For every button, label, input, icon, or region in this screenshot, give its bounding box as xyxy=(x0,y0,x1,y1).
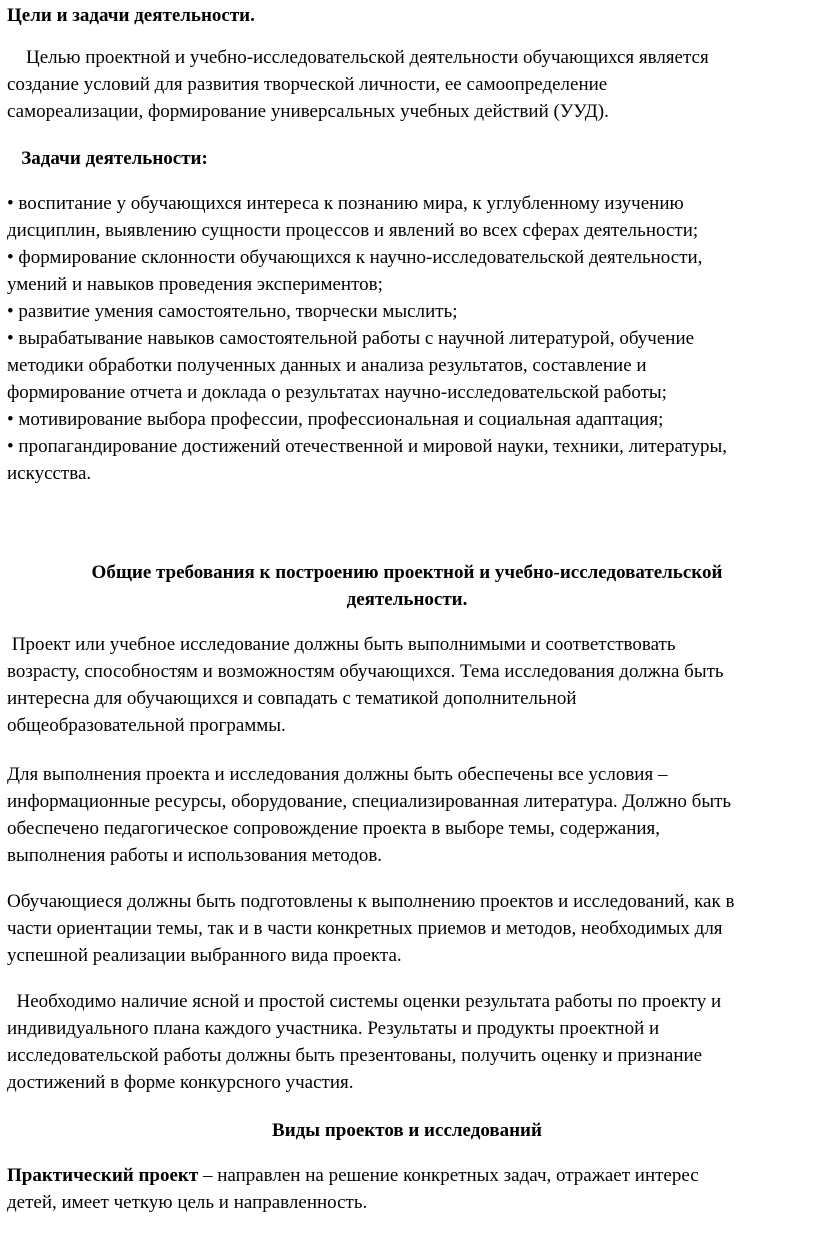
req2-line-2: информационные ресурсы, оборудование, специализированная литература. Должно быть xyxy=(7,791,732,812)
req4-line-3: исследовательской работы должны быть презентованы, получить оценку и признание xyxy=(7,1045,703,1066)
task-line-4: умений и навыков проведения экспериментов; xyxy=(7,274,383,295)
task-line-5: • развитие умения самостоятельно, творчески мыслить; xyxy=(7,301,458,322)
requirements-heading-line-2: деятельности. xyxy=(346,589,468,610)
req3-line-3: успешной реализации выбранного вида проекта. xyxy=(7,945,402,966)
task-line-7: методики обработки полученных данных и анализа результатов, составление и xyxy=(7,355,647,376)
req4-line-4: достижений в форме конкурсного участия. xyxy=(7,1072,354,1093)
tasks-heading: Задачи деятельности: xyxy=(7,148,208,169)
task-line-8: формирование отчета и доклада о результатах научно-исследовательской работы; xyxy=(7,382,667,403)
practical-definition: – направлен на решение конкретных задач, отражает интерес xyxy=(198,1165,699,1186)
requirements-paragraph-4 xyxy=(7,988,807,1096)
goals-line-1: Целью проектной и учебно-исследовательской деятельности обучающихся является xyxy=(7,47,709,68)
req3-line-2: части ориентации темы, так и в части конкретных приемов и методов, необходимых для xyxy=(7,918,723,939)
task-line-2: дисциплин, выявлению сущности процессов и явлений во всех сферах деятельности; xyxy=(7,220,699,241)
goals-paragraph xyxy=(7,44,807,125)
task-line-3: • формирование склонности обучающихся к научно-исследовательской деятельности, xyxy=(7,247,703,268)
types-heading: Виды проектов и исследований xyxy=(272,1120,542,1141)
req2-line-3: обеспечено педагогическое сопровождение проекта в выборе темы, содержания, xyxy=(7,818,661,839)
task-line-6: • вырабатывание навыков самостоятельной работы с научной литературой, обучение xyxy=(7,328,695,349)
req2-line-4: выполнения работы и использования методов. xyxy=(7,845,383,866)
req3-line-1: Обучающиеся должны быть подготовлены к выполнению проектов и исследований, как в xyxy=(7,891,735,912)
requirements-heading-line-1: Общие требования к построению проектной и учебно-исследовательской xyxy=(91,562,723,583)
goals-line-3: самореализации, формирование универсальных учебных действий (УУД). xyxy=(7,101,609,122)
requirements-paragraph-1 xyxy=(7,631,807,739)
req1-line-3: интересна для обучающихся и совпадать с тематикой дополнительной xyxy=(7,688,577,709)
task-line-11: искусства. xyxy=(7,463,92,484)
requirements-paragraph-3 xyxy=(7,888,807,969)
req1-line-1: Проект или учебное исследование должны быть выполнимыми и соответствовать xyxy=(7,634,676,655)
task-line-1: • воспитание у обучающихся интереса к познанию мира, к углубленному изучению xyxy=(7,193,684,214)
requirements-paragraph-2 xyxy=(7,761,807,869)
goals-line-2: создание условий для развития творческой личности, ее самоопределение xyxy=(7,74,608,95)
req1-line-4: общеобразовательной программы. xyxy=(7,715,286,736)
practical-line-1 xyxy=(7,1162,807,1189)
req2-line-1: Для выполнения проекта и исследования должны быть обеспечены все условия – xyxy=(7,764,668,785)
req4-line-1: Необходимо наличие ясной и простой системы оценки результата работы по проекту и xyxy=(7,991,722,1012)
task-line-9: • мотивирование выбора профессии, профессиональная и социальная адаптация; xyxy=(7,409,664,430)
practical-term: Практический проект xyxy=(7,1165,199,1186)
goals-heading: Цели и задачи деятельности. xyxy=(7,5,255,26)
practical-line-2: детей, имеет четкую цель и направленность. xyxy=(7,1192,368,1213)
practical-project-paragraph xyxy=(7,1162,807,1216)
tasks-list xyxy=(7,190,807,487)
req4-line-2: индивидуального плана каждого участника. Результаты и продукты проектной и xyxy=(7,1018,660,1039)
req1-line-2: возрасту, способностям и возможностям обучающихся. Тема исследования должна быть xyxy=(7,661,724,682)
requirements-heading xyxy=(7,559,807,613)
task-line-10: • пропагандирование достижений отечественной и мировой науки, техники, литературы, xyxy=(7,436,727,457)
